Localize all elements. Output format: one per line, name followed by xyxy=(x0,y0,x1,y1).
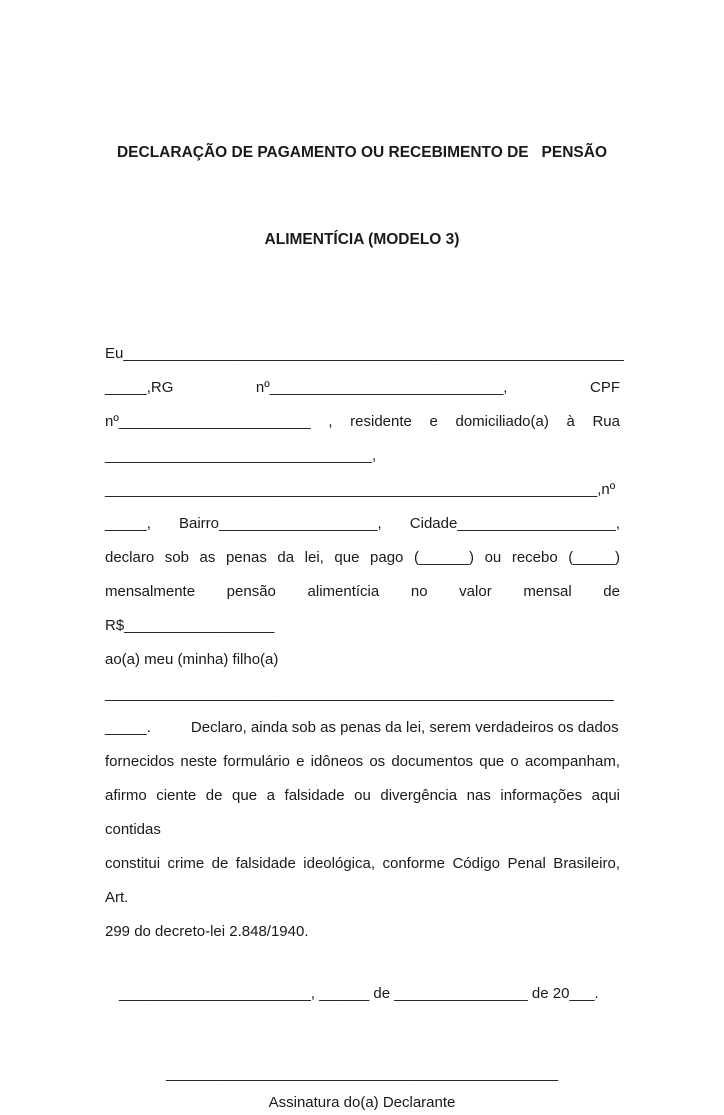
title-line-1: DECLARAÇÃO DE PAGAMENTO OU RECEBIMENTO DE PENSÃO xyxy=(116,144,607,161)
form-line-pago-recebo: declaro sob as penas da lei, que pago (______) ou recebo (_____) xyxy=(105,549,620,566)
form-line-declaro-ainda xyxy=(105,711,620,745)
document-title xyxy=(0,80,724,312)
form-line-bairro-cidade: _____, Bairro___________________, Cidade___________________, xyxy=(105,515,620,532)
form-line-rg-cpf: _____,RG nº____________________________, CPF xyxy=(105,379,620,396)
signature-rule: _______________________________________________ xyxy=(165,1065,559,1082)
form-line-afirmo-ciente: afirmo ciente de que a falsidade ou divergência nas informações aqui contidas xyxy=(105,787,620,838)
signature-label: Assinatura do(a) Declarante xyxy=(268,1094,456,1111)
form-line-decreto-lei: 299 do decreto-lei 2.848/1940. xyxy=(105,923,309,940)
form-line-endereco-numero: ___________________________________________________________,nº xyxy=(105,481,616,498)
declaro-ainda-text: Declaro, ainda sob as penas da lei, serem verdadeiros os dados xyxy=(190,719,619,736)
document-page xyxy=(0,80,724,1111)
idade-blank: _____. xyxy=(105,719,151,736)
form-line-constitui-crime: constitui crime de falsidade ideológica, conforme Código Penal Brasileiro, Art. xyxy=(105,855,620,906)
city-date-line: _______________________, ______ de ________________ de 20___. xyxy=(119,985,599,1002)
declaration-body xyxy=(105,337,624,949)
form-line-eu-blank: Eu____________________________________________________________ xyxy=(105,345,624,362)
form-line-cpf-endereco: nº_______________________ , residente e domiciliado(a) à Rua xyxy=(105,413,620,430)
form-line-rua-blank: ________________________________, xyxy=(105,447,377,464)
form-line-filho: ao(a) meu (minha) filho(a) xyxy=(105,651,279,668)
signature-block xyxy=(0,1057,724,1115)
form-line-fornecidos: fornecidos neste formulário e idôneos os documentos que o acompanham, xyxy=(105,753,620,770)
form-line-valor-mensal: mensalmente pensão alimentícia no valor mensal de R$__________________ xyxy=(105,583,620,634)
form-line-nome-filho-blank: _____________________________________________________________ xyxy=(105,685,614,702)
title-line-2: ALIMENTÍCIA (MODELO 3) xyxy=(264,231,460,248)
